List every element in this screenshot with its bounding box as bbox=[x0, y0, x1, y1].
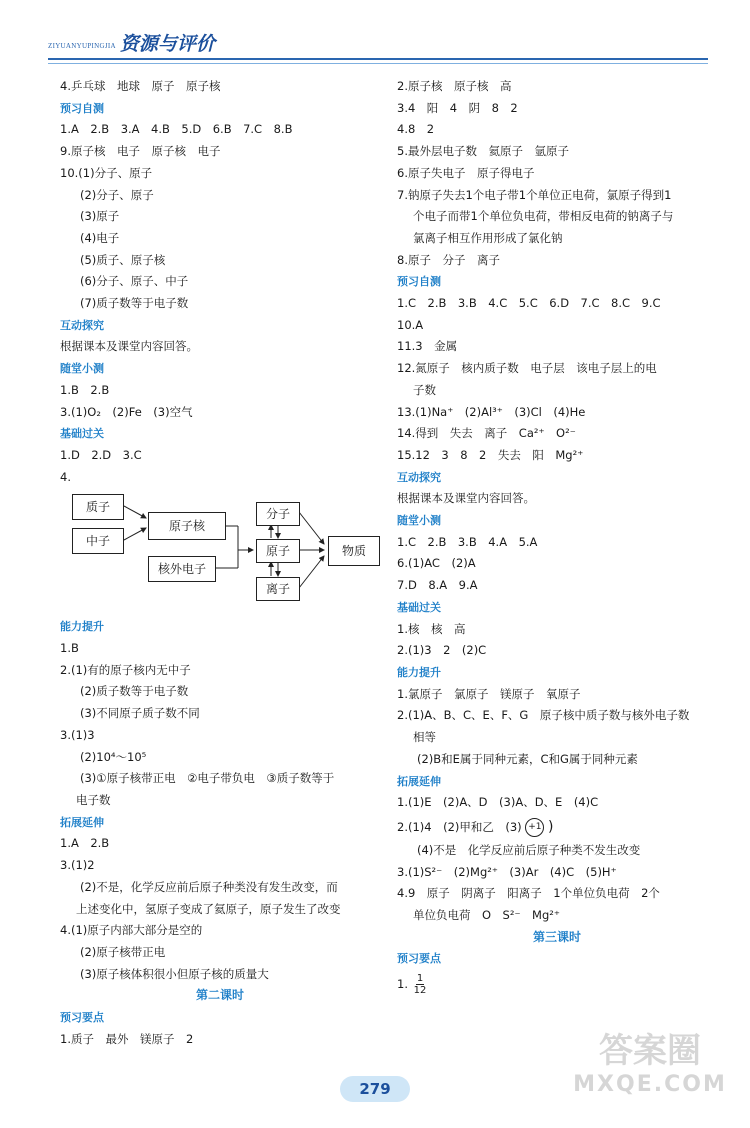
answer-line: 单位负电荷 O S²⁻ Mg²⁺ bbox=[413, 908, 560, 923]
box-nucleus: 原子核 bbox=[148, 512, 226, 540]
answer-line: (3)不同原子质子数不同 bbox=[80, 706, 200, 721]
answer-line: (2)原子核带正电 bbox=[80, 944, 166, 959]
answer-line: 1.核 核 高 bbox=[397, 621, 466, 636]
answer-line: (5)质子、原子核 bbox=[80, 252, 166, 267]
answer-line: 12.氮原子 核内质子数 电子层 该电子层上的电 bbox=[397, 361, 657, 376]
left-column bbox=[60, 76, 380, 1050]
section-heading: 预习要点 bbox=[60, 1011, 104, 1025]
answer-line: (2)B和E属于同种元素，C和G属于同种元素 bbox=[417, 751, 638, 766]
watermark bbox=[560, 1030, 740, 1120]
answer-line: 个电子而带1个单位负电荷，带相反电荷的钠离子与 bbox=[413, 209, 674, 224]
answer-line: 4.乒乓球 地球 原子 原子核 bbox=[60, 79, 221, 93]
answer-line: 6.(1)AC (2)A bbox=[397, 556, 476, 571]
matter-structure-diagram bbox=[60, 492, 380, 602]
header-rule-thin bbox=[48, 63, 708, 64]
section-heading: 随堂小测 bbox=[397, 514, 441, 528]
header-rule bbox=[48, 58, 708, 60]
answer-line: 8.原子 分子 离子 bbox=[397, 252, 500, 267]
answer-line: (2)10⁴～10⁵ bbox=[80, 749, 147, 764]
answer-line: (3)原子核体积很小但原子核的质量大 bbox=[80, 966, 269, 981]
section-heading: 互动探究 bbox=[60, 318, 104, 332]
answer-line: 1.A 2.B 3.A 4.B 5.D 6.B 7.C 8.B bbox=[60, 122, 293, 137]
answer-line: 7.钠原子失去1个电子带1个单位正电荷，氯原子得到1 bbox=[397, 187, 672, 202]
fraction-numerator: 1 bbox=[416, 973, 424, 985]
lesson-title: 第三课时 bbox=[532, 929, 581, 944]
nucleus-diagram-icon: +1 bbox=[525, 818, 544, 837]
answer-line: 1.氯原子 氯原子 镁原子 氧原子 bbox=[397, 686, 581, 701]
answer-line: (7)质子数等于电子数 bbox=[80, 296, 189, 311]
box-proton: 质子 bbox=[72, 494, 124, 520]
answer-line: 15.12 3 8 2 失去 阳 Mg²⁺ bbox=[397, 447, 584, 462]
answer-line: 1.B 2.B bbox=[60, 382, 110, 397]
answer-line: 1.D 2.D 3.C bbox=[60, 447, 142, 462]
answer-line: 3.(1)3 bbox=[60, 727, 95, 742]
answer-text: 1. bbox=[397, 977, 408, 992]
right-column bbox=[397, 76, 717, 998]
section-heading: 随堂小测 bbox=[60, 362, 104, 376]
box-atom: 原子 bbox=[256, 539, 300, 563]
section-heading: 拓展延伸 bbox=[397, 774, 441, 788]
answer-line: 5.最外层电子数 氦原子 氩原子 bbox=[397, 144, 569, 159]
box-ion: 离子 bbox=[256, 577, 300, 601]
section-heading: 预习要点 bbox=[397, 952, 441, 966]
answer-line: 2.(1)A、B、C、E、F、G 原子核中质子数与核外电子数 bbox=[397, 708, 690, 723]
page-header bbox=[48, 28, 708, 60]
answer-line: 1.C 2.B 3.B 4.C 5.C 6.D 7.C 8.C 9.C bbox=[397, 296, 661, 311]
answer-line bbox=[397, 970, 717, 998]
answer-line: 6.原子失电子 原子得电子 bbox=[397, 165, 535, 180]
answer-line: (2)质子数等于电子数 bbox=[80, 684, 189, 699]
watermark-bottom: MXQE.COM bbox=[573, 1072, 727, 1097]
answer-line: 电子数 bbox=[76, 792, 111, 807]
answer-line: 1.质子 最外 镁原子 2 bbox=[60, 1031, 194, 1046]
section-heading: 拓展延伸 bbox=[60, 815, 104, 829]
logo-pinyin: ZIYUANYUPINGJIA bbox=[48, 42, 116, 50]
section-heading: 预习自测 bbox=[60, 101, 104, 115]
answer-line: 4.9 原子 阴离子 阳离子 1个单位负电荷 2个 bbox=[397, 886, 660, 901]
answer-line: 3.(1)S²⁻ (2)Mg²⁺ (3)Ar (4)C (5)H⁺ bbox=[397, 864, 617, 879]
answer-line: 2.(1)3 2 (2)C bbox=[397, 643, 487, 658]
book-logo bbox=[48, 30, 215, 56]
answer-line: (6)分子、原子、中子 bbox=[80, 274, 189, 289]
answer-line: 3.4 阳 4 阴 8 2 bbox=[397, 100, 518, 115]
answer-line: 1.A 2.B bbox=[60, 836, 110, 851]
answer-line: 1.B bbox=[60, 641, 79, 656]
box-matter: 物质 bbox=[328, 536, 380, 566]
answer-line: 子数 bbox=[413, 382, 436, 397]
answer-line: 2.(1)有的原子核内无中子 bbox=[60, 662, 191, 677]
section-heading: 基础过关 bbox=[397, 600, 441, 614]
section-heading: 能力提升 bbox=[60, 620, 104, 634]
watermark-top: 答案圈 bbox=[599, 1031, 701, 1071]
answer-line: 4.8 2 bbox=[397, 122, 435, 137]
answer-line: (4)不是 化学反应前后原子种类不发生改变 bbox=[417, 842, 641, 857]
fraction bbox=[414, 973, 427, 996]
answer-line: 2.原子核 原子核 高 bbox=[397, 79, 512, 93]
answer-line: (2)分子、原子 bbox=[80, 187, 154, 202]
answer-line: 1.(1)E (2)A、D (3)A、D、E (4)C bbox=[397, 795, 599, 810]
box-neutron: 中子 bbox=[72, 528, 124, 554]
fraction-denominator: 12 bbox=[413, 985, 427, 997]
answer-line: 4. bbox=[60, 469, 71, 484]
answer-line: (3)原子 bbox=[80, 209, 120, 224]
answer-line: 1.C 2.B 3.B 4.A 5.A bbox=[397, 534, 538, 549]
logo-title: 资源与评价 bbox=[119, 33, 215, 55]
answer-line: 上述变化中，氢原子变成了氦原子，原子发生了改变 bbox=[76, 901, 341, 916]
section-heading: 基础过关 bbox=[60, 427, 104, 441]
answer-line: 氯离子相互作用形成了氯化钠 bbox=[413, 230, 563, 245]
section-heading: 预习自测 bbox=[397, 275, 441, 289]
answer-line: 13.(1)Na⁺ (2)Al³⁺ (3)Cl (4)He bbox=[397, 404, 586, 419]
answer-text: 2.(1)4 (2)甲和乙 (3) bbox=[397, 819, 522, 834]
answer-line: 14.得到 失去 离子 Ca²⁺ O²⁻ bbox=[397, 426, 576, 441]
box-molecule: 分子 bbox=[256, 502, 300, 526]
answer-line: 7.D 8.A 9.A bbox=[397, 578, 478, 593]
answer-line: 10.(1)分子、原子 bbox=[60, 165, 153, 180]
page-number: 279 bbox=[340, 1076, 410, 1102]
answer-line: 相等 bbox=[413, 730, 436, 745]
answer-line: 9.原子核 电子 原子核 电子 bbox=[60, 144, 221, 159]
answer-line: 4.(1)原子内部大部分是空的 bbox=[60, 923, 203, 938]
box-electron: 核外电子 bbox=[148, 556, 216, 582]
answer-line: (4)电子 bbox=[80, 230, 120, 245]
answer-line: 根据课本及课堂内容回答。 bbox=[60, 339, 198, 354]
answer-line: 2.(1)4 (2)甲和乙 (3) +1 ) bbox=[397, 818, 554, 835]
answer-line: 11.3 金属 bbox=[397, 339, 458, 354]
answer-line: (2)不是，化学反应前后原子种类没有发生改变，而 bbox=[80, 879, 338, 894]
answer-line: 10.A bbox=[397, 317, 424, 332]
answer-line: (3)①原子核带正电 ②电子带负电 ③质子数等于 bbox=[80, 771, 335, 786]
lesson-title: 第二课时 bbox=[195, 988, 244, 1003]
answer-line: 3.(1)O₂ (2)Fe (3)空气 bbox=[60, 404, 193, 419]
answer-line: 3.(1)2 bbox=[60, 858, 95, 873]
section-heading: 能力提升 bbox=[397, 665, 441, 679]
section-heading: 互动探究 bbox=[397, 470, 441, 484]
answer-line: 根据课本及课堂内容回答。 bbox=[397, 491, 535, 506]
